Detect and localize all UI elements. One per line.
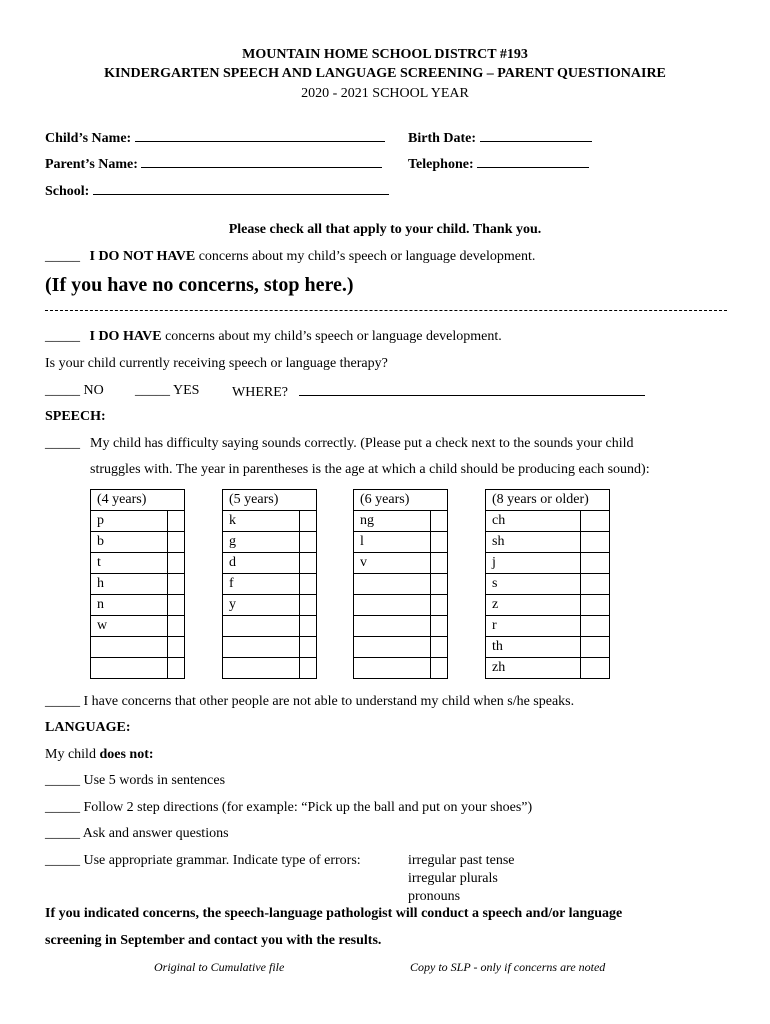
sound-check-box[interactable] xyxy=(168,616,185,637)
sound-check-box[interactable] xyxy=(168,595,185,616)
footer-right: Copy to SLP - only if concerns are noted xyxy=(410,960,606,974)
school-label: School: xyxy=(45,184,90,199)
closing-text-1: If you indicated concerns, the speech-language pathologist will conduct a speech and/or language xyxy=(45,906,623,921)
no-concerns-checkline[interactable]: _____ xyxy=(45,249,80,264)
sound-table-8-years xyxy=(485,489,610,679)
sound-label: t xyxy=(91,553,168,574)
sound-label xyxy=(354,595,431,616)
language-item[interactable]: _____ Use 5 words in sentences xyxy=(45,773,226,788)
sound-check-box[interactable] xyxy=(168,637,185,658)
parent-name-field[interactable] xyxy=(45,155,382,173)
sound-label: r xyxy=(486,616,581,637)
birth-date-field[interactable] xyxy=(408,129,592,147)
parent-name-line[interactable] xyxy=(141,155,382,168)
sound-check-box[interactable] xyxy=(581,574,610,595)
sound-label xyxy=(223,616,300,637)
form-title: KINDERGARTEN SPEECH AND LANGUAGE SCREENING – PARENT QUESTIONAIRE xyxy=(104,66,666,81)
have-concerns-item[interactable] xyxy=(45,329,502,345)
school-line[interactable] xyxy=(93,182,389,195)
sound-label xyxy=(223,637,300,658)
sound-check-box[interactable] xyxy=(431,658,448,679)
therapy-no[interactable]: _____ NO xyxy=(45,383,104,398)
language-intro-bold: does not: xyxy=(99,747,154,762)
language-intro-prefix: My child xyxy=(45,747,100,762)
language-item[interactable]: _____ Follow 2 step directions (for example: “Pick up the ball and put on your shoes”) xyxy=(45,800,533,815)
therapy-question: Is your child currently receiving speech or language therapy? xyxy=(45,356,388,371)
grammar-error-option[interactable]: irregular past tense xyxy=(408,853,515,868)
footer-left: Original to Cumulative file xyxy=(154,960,285,974)
sound-table-age: (5 years) xyxy=(223,490,317,511)
sound-label: z xyxy=(486,595,581,616)
language-intro xyxy=(45,747,154,763)
sound-check-box[interactable] xyxy=(431,637,448,658)
telephone-line[interactable] xyxy=(477,155,589,168)
child-name-field[interactable] xyxy=(45,129,385,147)
sound-label: l xyxy=(354,532,431,553)
sound-check-box[interactable] xyxy=(581,637,610,658)
sound-check-box[interactable] xyxy=(431,532,448,553)
sound-label: v xyxy=(354,553,431,574)
telephone-field[interactable] xyxy=(408,155,589,173)
sound-check-box[interactable] xyxy=(581,658,610,679)
no-concerns-item[interactable] xyxy=(45,249,535,265)
speech-item-text-1: My child has difficulty saying sounds correctly. (Please put a check next to the sounds your child xyxy=(90,436,634,451)
sound-label: ng xyxy=(354,511,431,532)
grammar-error-option[interactable]: pronouns xyxy=(408,889,461,904)
sound-check-box[interactable] xyxy=(300,616,317,637)
sound-label: sh xyxy=(486,532,581,553)
sound-table-6-years xyxy=(353,489,448,679)
sound-label: p xyxy=(91,511,168,532)
sound-label xyxy=(91,637,168,658)
sound-label: s xyxy=(486,574,581,595)
sound-check-box[interactable] xyxy=(581,616,610,637)
language-item[interactable]: _____ Ask and answer questions xyxy=(45,826,229,841)
speech-heading: SPEECH: xyxy=(45,409,106,424)
instructions: Please check all that apply to your child. Thank you. xyxy=(228,222,542,237)
stop-here-note: (If you have no concerns, stop here.) xyxy=(45,274,354,296)
therapy-where-label: WHERE? xyxy=(232,385,288,400)
dashed-divider xyxy=(45,310,727,311)
therapy-where-field[interactable] xyxy=(232,383,645,401)
sound-label: d xyxy=(223,553,300,574)
child-name-label: Child’s Name: xyxy=(45,131,132,146)
sound-label: h xyxy=(91,574,168,595)
speech-item-text-2: struggles with. The year in parentheses is the age at which a child should be producing each sound): xyxy=(90,462,650,477)
sound-label: g xyxy=(223,532,300,553)
sound-check-box[interactable] xyxy=(300,574,317,595)
have-concerns-bold: I DO HAVE xyxy=(89,329,162,344)
sound-label xyxy=(354,637,431,658)
therapy-yes[interactable]: _____ YES xyxy=(135,383,200,398)
sound-table-5-years xyxy=(222,489,317,679)
sound-check-box[interactable] xyxy=(300,511,317,532)
sound-check-box[interactable] xyxy=(581,511,610,532)
birth-date-line[interactable] xyxy=(480,129,592,142)
have-concerns-text: concerns about my child’s speech or language development. xyxy=(161,329,502,344)
sound-check-box[interactable] xyxy=(300,595,317,616)
sound-label: n xyxy=(91,595,168,616)
no-concerns-text: concerns about my child’s speech or language development. xyxy=(195,249,536,264)
sound-check-box[interactable] xyxy=(168,658,185,679)
sound-check-box[interactable] xyxy=(300,553,317,574)
sound-label: f xyxy=(223,574,300,595)
sound-label: k xyxy=(223,511,300,532)
sound-label xyxy=(354,574,431,595)
child-name-line[interactable] xyxy=(135,129,385,142)
parent-name-label: Parent’s Name: xyxy=(45,157,138,172)
sound-label xyxy=(91,658,168,679)
language-heading: LANGUAGE: xyxy=(45,720,131,735)
sound-label: ch xyxy=(486,511,581,532)
have-concerns-checkline[interactable]: _____ xyxy=(45,329,80,344)
sound-label: b xyxy=(91,532,168,553)
sound-label: zh xyxy=(486,658,581,679)
closing-text-2: screening in September and contact you with the results. xyxy=(45,933,382,948)
grammar-error-option[interactable]: irregular plurals xyxy=(408,871,498,886)
language-item[interactable]: _____ Use appropriate grammar. Indicate type of errors: xyxy=(45,853,361,868)
birth-date-label: Birth Date: xyxy=(408,131,477,146)
sound-label: th xyxy=(486,637,581,658)
sound-check-box[interactable] xyxy=(168,574,185,595)
sound-label xyxy=(223,658,300,679)
sound-check-box[interactable] xyxy=(300,532,317,553)
speech-item-checkline[interactable]: _____ xyxy=(45,436,80,451)
sound-check-box[interactable] xyxy=(581,553,610,574)
sound-check-box[interactable] xyxy=(168,511,185,532)
sound-check-box[interactable] xyxy=(300,637,317,658)
sound-table-age: (4 years) xyxy=(91,490,185,511)
sound-check-box[interactable] xyxy=(168,532,185,553)
no-concerns-bold: I DO NOT HAVE xyxy=(89,249,196,264)
sound-table-4-years xyxy=(90,489,185,679)
telephone-label: Telephone: xyxy=(408,157,474,172)
sound-label: j xyxy=(486,553,581,574)
sound-check-box[interactable] xyxy=(431,574,448,595)
sound-check-box[interactable] xyxy=(581,532,610,553)
school-field[interactable] xyxy=(45,182,389,200)
school-year: 2020 - 2021 SCHOOL YEAR xyxy=(301,86,469,101)
therapy-where-line[interactable] xyxy=(299,383,645,396)
sound-check-box[interactable] xyxy=(581,595,610,616)
sound-label: y xyxy=(223,595,300,616)
sound-table-age: (6 years) xyxy=(354,490,448,511)
understand-item[interactable]: _____ I have concerns that other people are not able to understand my child when s/he speaks. xyxy=(45,694,575,709)
sound-check-box[interactable] xyxy=(300,658,317,679)
sound-check-box[interactable] xyxy=(168,553,185,574)
sound-table-age: (8 years or older) xyxy=(486,490,610,511)
sound-label: w xyxy=(91,616,168,637)
sound-check-box[interactable] xyxy=(431,553,448,574)
sound-label xyxy=(354,658,431,679)
sound-check-box[interactable] xyxy=(431,511,448,532)
sound-check-box[interactable] xyxy=(431,595,448,616)
sound-label xyxy=(354,616,431,637)
sound-check-box[interactable] xyxy=(431,616,448,637)
district-title: MOUNTAIN HOME SCHOOL DISTRCT #193 xyxy=(242,47,528,62)
